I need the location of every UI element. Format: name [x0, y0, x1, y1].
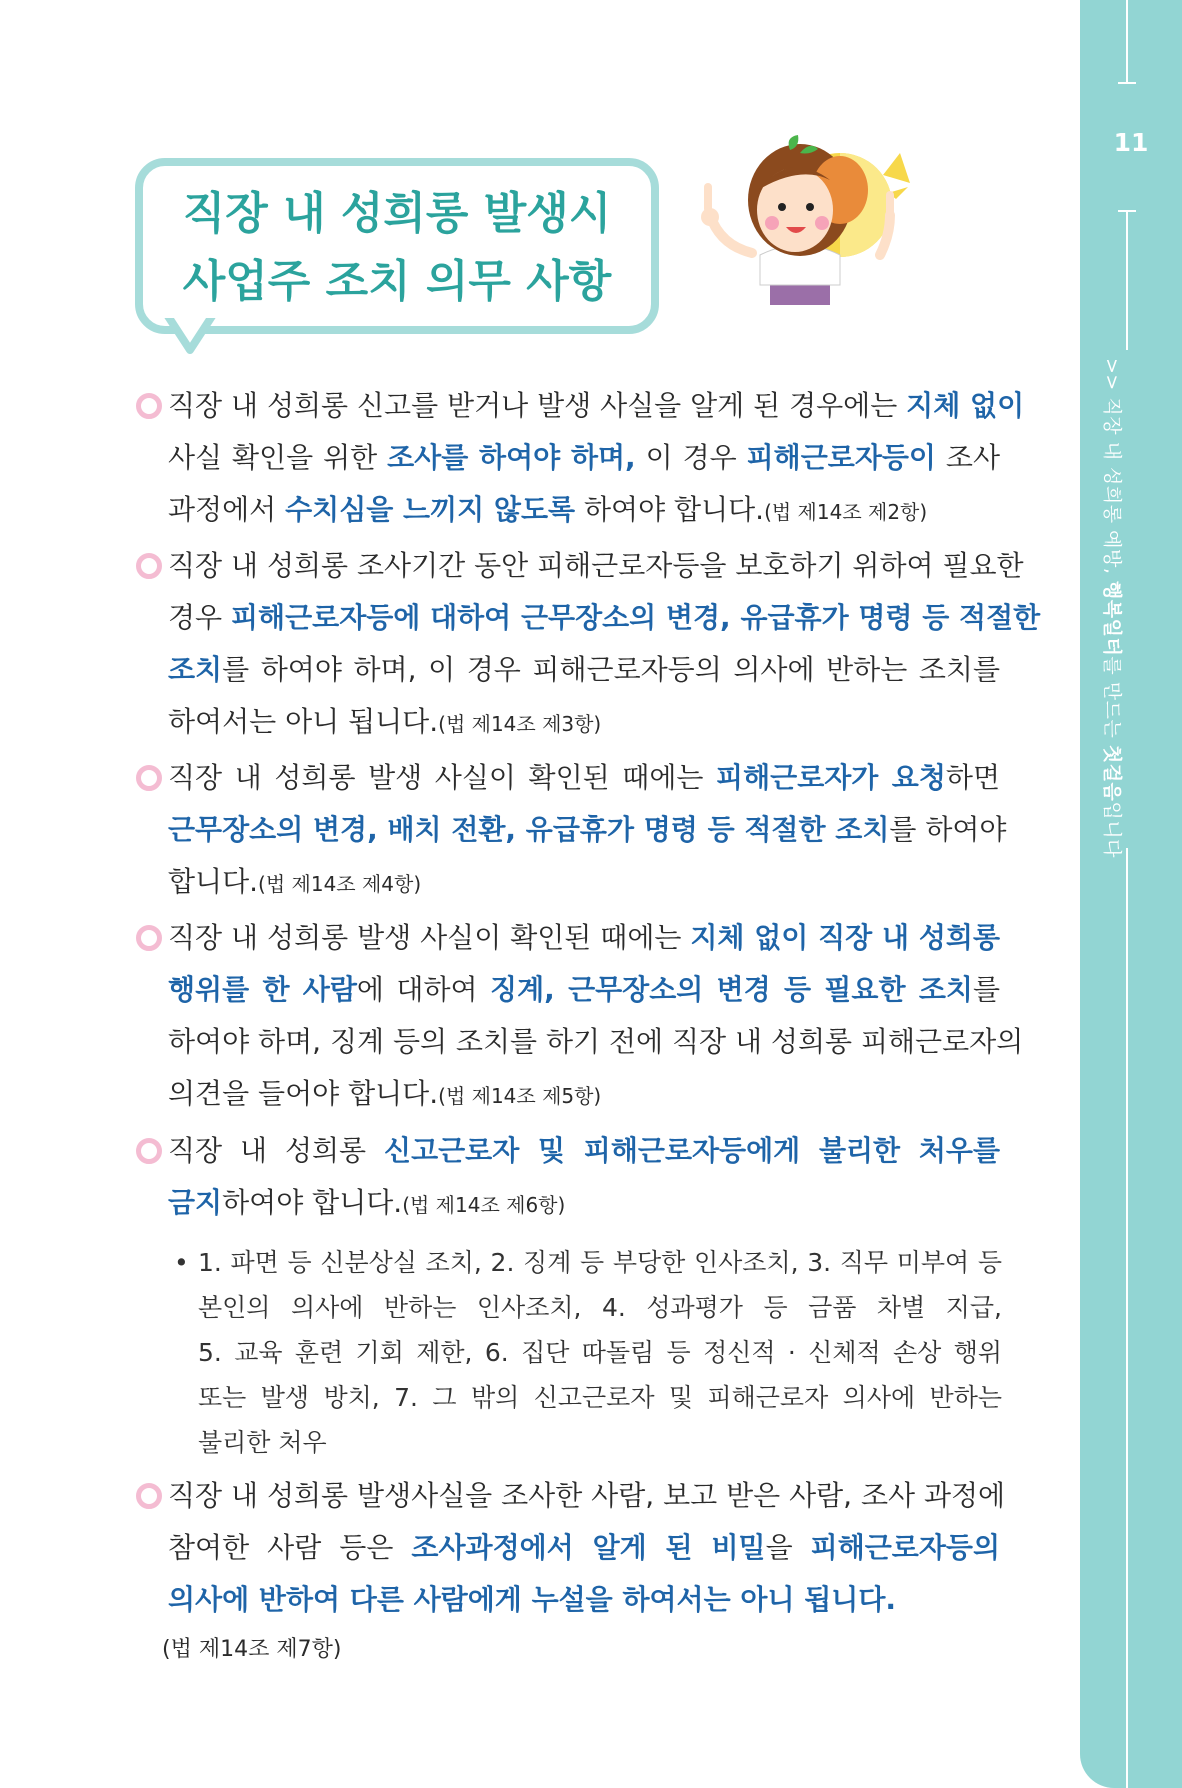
paragraph-line: 직장 내 성희롱 발생 사실이 확인된 때에는 피해근로자가 요청하면 — [168, 761, 1000, 794]
paragraph-line: 직장 내 성희롱 신고근로자 및 피해근로자등에게 불리한 처우를 — [168, 1134, 1000, 1167]
paragraph-line: 의사에 반하여 다른 사람에게 누설을 하여서는 아니 됩니다. — [168, 1583, 897, 1616]
side-line-bottom — [1126, 848, 1128, 1788]
sub-line: 5. 교육 훈련 기회 제한, 6. 집단 따돌림 등 정신적 · 신체적 손상 행위 — [198, 1338, 1002, 1367]
law-reference: (법 제14조 제7항) — [162, 1637, 342, 1662]
law-reference: (법 제14조 제4항) — [258, 872, 422, 896]
bullet-icon — [136, 1138, 162, 1164]
paragraph-line: 의견을 들어야 합니다.(법 제14조 제5항) — [168, 1077, 602, 1110]
law-reference: (법 제14조 제5항) — [438, 1084, 602, 1108]
law-reference: (법 제14조 제2항) — [764, 500, 928, 524]
paragraph-line: 참여한 사람 등은 조사과정에서 알게 된 비밀을 피해근로자등의 — [168, 1531, 1000, 1564]
paragraph-line: 근무장소의 변경, 배치 전환, 유급휴가 명령 등 적절한 조치를 하여야 — [168, 813, 1007, 846]
side-tab — [1080, 0, 1182, 1788]
law-reference: (법 제14조 제3항) — [438, 712, 602, 736]
page-title — [135, 180, 659, 316]
bullet-icon — [136, 925, 162, 951]
side-caption: >> 직장 내 성희롱 예방, 행복일터를 만드는 첫걸음입니다 — [1101, 358, 1123, 858]
paragraph-6 — [168, 1470, 1006, 1626]
paragraph-line: 직장 내 성희롱 조사기간 동안 피해근로자등을 보호하기 위하여 필요한 — [168, 549, 1024, 582]
paragraph-line: 직장 내 성희롱 발생사실을 조사한 사람, 보고 받은 사람, 조사 과정에 — [168, 1479, 1006, 1512]
page-number: 11 — [1113, 128, 1149, 157]
paragraph-line: 사실 확인을 위한 조사를 하여야 하며, 이 경우 피해근로자등이 조사 — [168, 441, 1000, 474]
side-line-mid — [1126, 210, 1128, 350]
title-line-2: 사업주 조치 의무 사항 — [182, 256, 612, 307]
paragraph-2 — [168, 540, 1041, 750]
paragraph-line: 합니다.(법 제14조 제4항) — [168, 865, 422, 898]
sub-line: 본인의 의사에 반하는 인사조치, 4. 성과평가 등 금품 차별 지급, — [198, 1293, 1002, 1322]
paragraph-line: 직장 내 성희롱 발생 사실이 확인된 때에는 지체 없이 직장 내 성희롱 — [168, 921, 1000, 954]
bullet-icon — [136, 553, 162, 579]
sub-list — [172, 1240, 1002, 1465]
paragraph-line: 조치를 하여야 하며, 이 경우 피해근로자등의 의사에 반하는 조치를 — [168, 653, 1000, 686]
sub-line: 또는 발생 방치, 7. 그 밖의 신고근로자 및 피해근로자 의사에 반하는 — [198, 1383, 1002, 1412]
character-illustration — [690, 135, 930, 305]
bubble-tail — [160, 318, 230, 358]
paragraph-line: 경우 피해근로자등에 대하여 근무장소의 변경, 유급휴가 명령 등 적절한 — [168, 601, 1041, 634]
paragraph-line: 금지하여야 합니다.(법 제14조 제6항) — [168, 1186, 566, 1219]
paragraph-5 — [168, 1125, 1000, 1231]
law-reference: (법 제14조 제6항) — [402, 1193, 566, 1217]
paragraph-line: 하여서는 아니 됩니다.(법 제14조 제3항) — [168, 705, 602, 738]
paragraph-line: 하여야 하며, 징계 등의 조치를 하기 전에 직장 내 성희롱 피해근로자의 — [168, 1025, 1024, 1058]
paragraph-4 — [168, 912, 1024, 1122]
bullet-icon — [136, 1483, 162, 1509]
paragraph-line: 직장 내 성희롱 신고를 받거나 발생 사실을 알게 된 경우에는 지체 없이 — [168, 389, 1025, 422]
paragraph-line: 과정에서 수치심을 느끼지 않도록 하여야 합니다.(법 제14조 제2항) — [168, 493, 928, 526]
bullet-icon — [136, 393, 162, 419]
sub-line: 1. 파면 등 신분상실 조치, 2. 징계 등 부당한 인사조치, 3. 직무 미부여 등 — [198, 1248, 1002, 1277]
side-tick-top — [1118, 82, 1136, 84]
bullet-icon — [136, 765, 162, 791]
paragraph-1 — [168, 380, 1025, 538]
sub-line: 불리한 처우 — [198, 1428, 327, 1457]
paragraph-line: 행위를 한 사람에 대하여 징계, 근무장소의 변경 등 필요한 조치를 — [168, 973, 1000, 1006]
title-line-1: 직장 내 성희롱 발생시 — [182, 188, 612, 239]
sub-bullet: • — [174, 1248, 189, 1277]
paragraph-3 — [168, 752, 1007, 910]
side-line-top — [1126, 0, 1128, 82]
